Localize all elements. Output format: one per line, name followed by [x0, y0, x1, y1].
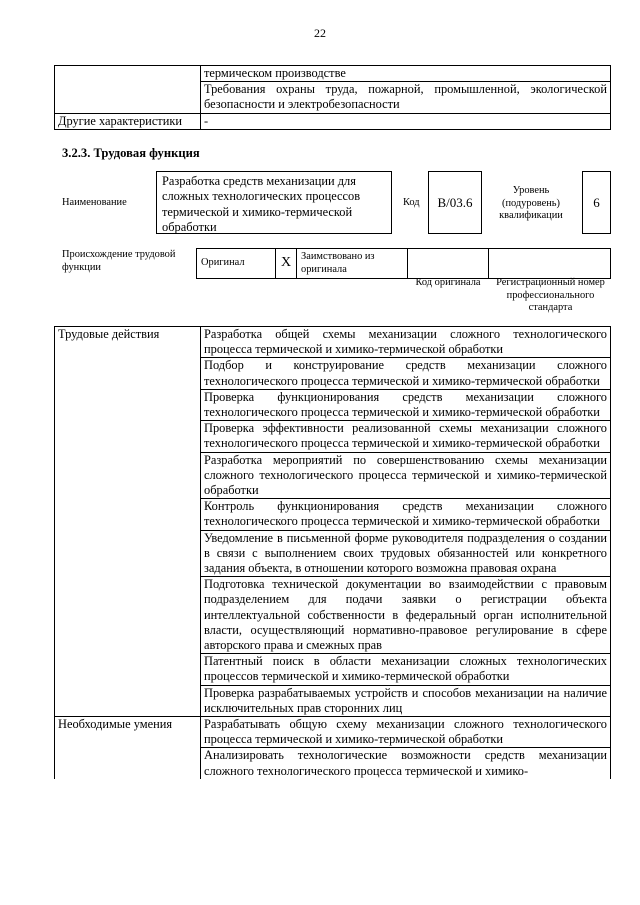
reg-number-cell: [489, 249, 611, 279]
function-code-box: B/03.6: [428, 171, 482, 234]
origin-table: [196, 248, 611, 279]
skills-label: Необходимые умения: [55, 717, 201, 779]
origin-label: Происхождение трудовой функции: [62, 249, 176, 273]
reg-number-caption: Регистрационный номер профессионального стандарта: [496, 277, 605, 314]
labor-action-item: Контроль функционирования средств механизации сложного технологического процесса термической и химико-термической обработки: [201, 499, 611, 530]
table-row: [197, 249, 611, 279]
original-label: Оригинал: [197, 249, 276, 279]
original-mark: X: [276, 249, 297, 279]
skill-item: Анализировать технологические возможности средств механизации сложного технологического процесса термической и химико-: [201, 748, 611, 779]
other-characteristics-label: Другие характеристики: [55, 113, 201, 129]
top-characteristics-table: [54, 65, 611, 130]
code-label: Код: [403, 197, 420, 208]
function-name-box: Разработка средств механизации для сложных технологических процессов термической и химико-термической обработки: [156, 171, 392, 234]
borrowed-label: Заимствовано из оригинала: [297, 249, 408, 279]
table-row: [55, 717, 611, 748]
labor-action-item: Проверка разрабатываемых устройств и способов механизации на наличие исключительных прав сторонних лиц: [201, 685, 611, 716]
other-characteristics-value: -: [201, 113, 611, 129]
labor-function-table: [54, 326, 611, 779]
code-original-caption: Код оригинала: [415, 277, 481, 288]
labor-action-item: Проверка эффективности реализованной схемы механизации сложного технологического процесса термической и химико-термической обработки: [201, 421, 611, 452]
requirement-text: Требования охраны труда, пожарной, промышленной, экологической безопасности и электробезопасности: [201, 82, 611, 113]
table-cell: [55, 66, 201, 114]
labor-action-item: Разработка мероприятий по совершенствованию схемы механизации сложного технологического процесса термической и химико-термической обработки: [201, 452, 611, 499]
section-title: 3.2.3. Трудовая функция: [62, 146, 200, 160]
qualification-level-box: 6: [582, 171, 611, 234]
labor-action-item: Патентный поиск в области механизации сложных технологических процессов термической и химико-термической обработки: [201, 654, 611, 685]
name-label: Наименование: [62, 197, 127, 208]
labor-action-item: Разработка общей схемы механизации сложного технологического процесса термической и химико-термической обработки: [201, 327, 611, 358]
continuation-text: термическом производстве: [201, 66, 611, 82]
labor-action-item: Уведомление в письменной форме руководителя подразделения о создании в связи с выполнением своих трудовых обязанностей или конкретного задания объекта, в отношении которого возможна правовая охрана: [201, 530, 611, 577]
labor-action-item: Проверка функционирования средств механизации сложного технологического процесса термической и химико-термической обработки: [201, 389, 611, 420]
page-number: 22: [314, 26, 326, 40]
skill-item: Разрабатывать общую схему механизации сложного технологического процесса термической и химико-термической обработки: [201, 717, 611, 748]
labor-action-item: Подготовка технической документации во взаимодействии с правовым подразделением для подачи заявки о регистрации объекта интеллектуальной собственности в федеральный орган исполнительной власти, осуществляющий нормативно-правовое регулирование в сфере авторского права и смежных прав: [201, 577, 611, 654]
labor-actions-label: Трудовые действия: [55, 327, 201, 717]
labor-action-item: Подбор и конструирование средств механизации сложного технологического процесса термической и химико-термической обработки: [201, 358, 611, 389]
qualification-level-label: Уровень (подуровень) квалификации: [499, 185, 563, 222]
table-row: [55, 327, 611, 358]
code-original-cell: [408, 249, 489, 279]
table-row: [55, 113, 611, 129]
table-row: [55, 66, 611, 82]
